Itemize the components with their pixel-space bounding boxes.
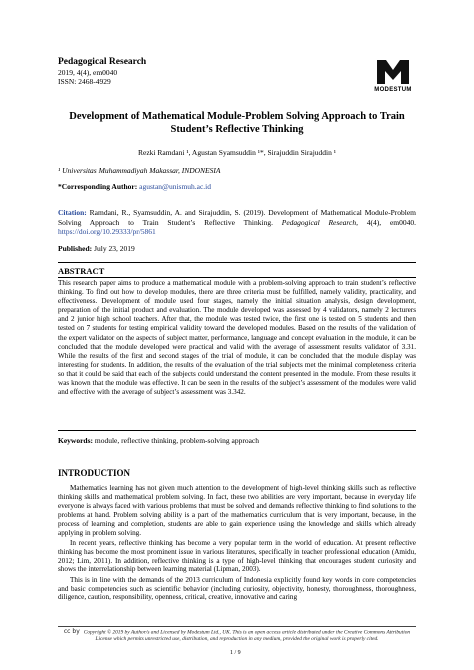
published-date (58, 244, 416, 254)
article-authors: Rezki Ramdani ¹, Agustan Syamsuddin ¹*, Sirajuddin Sirajuddin ¹ (138, 148, 336, 157)
journal-info (58, 57, 146, 86)
introduction-paragraph: Mathematics learning has not given much attention to the development of high-level thinking skills such as reflective thinking skills and mathematical problem solving. In fact, these two abilities are very important, because in everyday life everyone is always faced with various problems that must be solved and demands reflective thinking to find solutions to the problems at hand. Problem solving ability is a part of the mathematics curriculum that is very important, because, in the process of learning and completion, students are able to gain experience using the knowledge and skills which already applying in problem solving. (58, 484, 416, 537)
keywords-text: module, reflective thinking, problem-solving approach (94, 436, 259, 445)
journal-volume: 2019, 4(4), em0040 (58, 68, 118, 77)
abstract-text: This research paper aims to produce a mathematical module with a problem-solving approach to train student’s reflective thinking. To find out how to develop modules, there are three criteria must be fulfilled, namely validity, practicality, and effectiveness. Development of module used four stages, namely the initial situation analysis, design development, preparation of the initial product and evaluation. The module developed was assessed by 4 validators, namely 2 lecturers and 2 junior high school teachers. After that, the module was tested twice, the first one is tested on 5 students and then tested on 7 students for testing empirical validity toward the developed modules. Based on the results of the validation of the expert validator on the aspects of subject matter, performance, language and concept evaluation in the module, it can be concluded that the module developed were practical and valid with the average of assessment results validator of 3.31. While the results of the first and second stages of the trial of module, it can be concluded that the module display was interesting for students. In addition, the results of the evaluation of the trial subjects met the minimal completeness criteria so that it could be said that each of the subjects could understand the content presented in the module. From these results it was known that the module was effective. It can be seen in the results of the subject’s assessment of the modules were valid and effective with the average of subject’s assessment was 3.342. (58, 279, 416, 397)
citation (58, 208, 416, 237)
introduction-body (58, 484, 416, 604)
abstract-heading-rule (58, 277, 416, 278)
article-title: Development of Mathematical Module-Problem Solving Approach to Train Student’s Reflective Thinking (69, 111, 405, 135)
journal-issn: ISSN: 2468-4929 (58, 77, 111, 86)
corresponding-author (58, 182, 416, 192)
published-label: Published: (58, 244, 93, 253)
abstract-heading: ABSTRACT (58, 266, 105, 276)
citation-issue: 4(4), em0040. (366, 217, 417, 227)
keywords (58, 436, 416, 445)
modestum-logo-icon (375, 58, 411, 86)
abstract-bottom-rule (58, 430, 416, 431)
introduction-heading: INTRODUCTION (58, 468, 131, 478)
publisher-logo-text: MODESTUM (374, 87, 412, 93)
corresponding-author-label: *Corresponding Author: (58, 182, 138, 191)
page-number: 1 / 9 (230, 650, 241, 656)
published-date-value: July 23, 2019 (94, 244, 135, 253)
footer-rule (58, 626, 416, 627)
copyright-footer (58, 629, 416, 643)
citation-doi-link[interactable]: https://doi.org/10.29333/pr/5861 (58, 227, 156, 236)
author-affiliation: ¹ Universitas Muhammadiyah Makassar, INDONESIA (58, 166, 221, 175)
citation-label: Citation: (58, 208, 87, 217)
keywords-label: Keywords: (58, 436, 93, 445)
citation-text: Ramdani, R., Syamsuddin, A. and Sirajuddin, S. (2019). Development of Mathematical Module-Problem Solving Approach to Train Student’s Reflective Thinking. (58, 208, 417, 227)
corresponding-author-email[interactable]: agustan@unismuh.ac.id (139, 182, 212, 191)
publisher-logo (368, 58, 418, 93)
introduction-paragraph: This is in line with the demands of the 2013 curriculum of Indonesia explicitly found key words in core competencies and basic competencies such as scientific behavior (including curiosity, objectivity, honesty, thoroughness, thoroughness, diligence, caution, responsibility, openness, critical, creative, innovative and caring (58, 575, 416, 602)
cc-license-icon: cc by (63, 628, 80, 635)
citation-journal: Pedagogical Research, (281, 217, 358, 227)
introduction-paragraph: In recent years, reflective thinking has become a very popular term in the world of education. At present reflective thinking has become the most prominent issue in various literatures, specifically in teacher professional education (Amidu, 2012; Lim, 2011). In addition, reflective thinking is a type of high-level thinking that encourages student curiosity and shows the interrelationship between learning material (Lipman, 2003). (58, 538, 416, 574)
journal-name: Pedagogical Research (58, 57, 147, 67)
copyright-text: Copyright © 2019 by Author/s and Licensed by Modestum Ltd., UK. This is an open access article distributed under the Creative Commons Attribution License which permits unrestricted use, distribution, and reproduction in any medium, provided the original work is properly cited. (83, 629, 411, 643)
abstract-top-rule (58, 262, 416, 263)
